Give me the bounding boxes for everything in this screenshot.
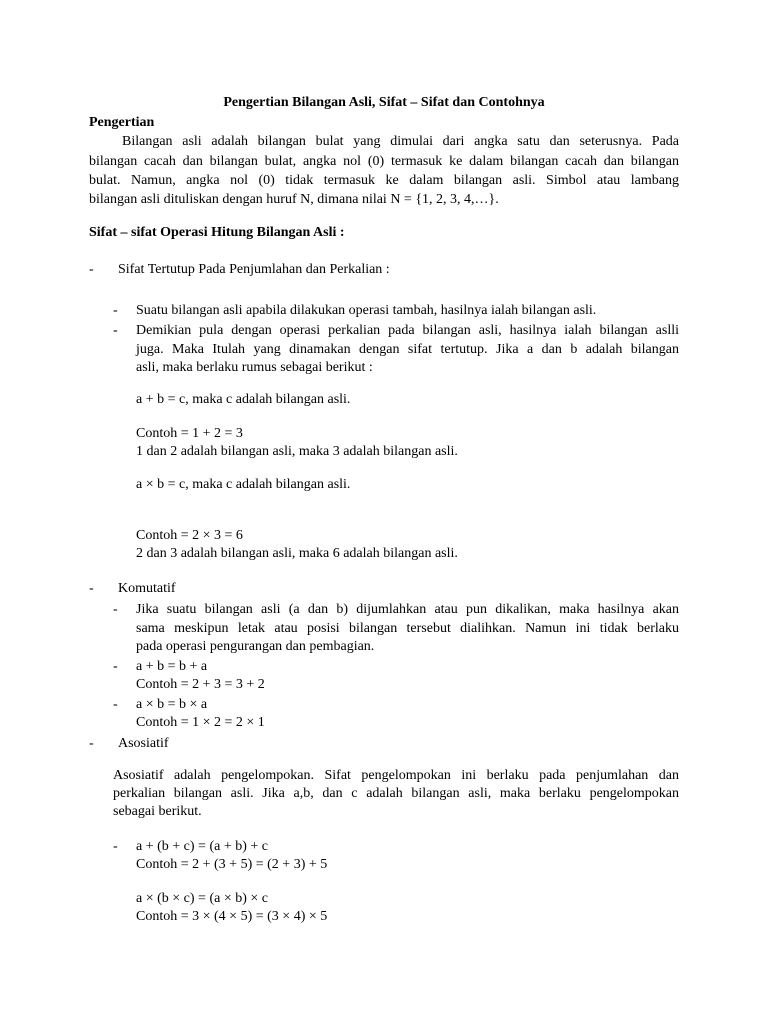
komutatif-desc-line-3: pada operasi pengurangan dan pembagian. [136,639,375,654]
example-multiplication: Contoh = 2 × 3 = 6 [136,528,243,543]
tertutup-item-2-line-2: juga. Maka Itulah yang dinamakan dengan sifat tertutup. Jika a dan b adalah bilangan [136,342,679,357]
asosiatif-desc-line-3: sebagai berikut. [113,804,202,819]
asosiatif-label: Asosiatif [118,736,169,751]
komutatif-desc-line-1: Jika suatu bilangan asli (a dan b) dijumlahkan atau pun dikalikan, maka hasilnya akan [136,602,679,617]
bullet-dash: - [89,262,94,277]
komutatif-formula-2: a × b = b × a [136,697,208,712]
tertutup-item-2-line-3: asli, maka berlaku rumus sebagai berikut : [136,360,373,375]
asosiatif-formula-2: a × (b × c) = (a × b) × c [136,891,268,906]
bullet-dash: - [113,659,118,674]
bullet-dash: - [113,697,118,712]
asosiatif-desc-line-1: Asosiatif adalah pengelompokan. Sifat pengelompokan ini berlaku pada penjumlahan dan [113,768,679,783]
heading-sifat: Sifat – sifat Operasi Hitung Bilangan Asli : [89,225,345,240]
bullet-dash: - [113,839,118,854]
intro-line-2: bilangan cacah dan bilangan bulat, angka nol (0) termasuk ke dalam bilangan cacah dan bilangan [89,154,679,169]
intro-line-4: bilangan asli dituliskan dengan huruf N, dimana nilai N = {1, 2, 3, 4,…}. [89,192,499,207]
bullet-dash: - [89,736,94,751]
komutatif-example-1: Contoh = 2 + 3 = 3 + 2 [136,677,265,692]
intro-line-1: Bilangan asli adalah bilangan bulat yang dimulai dari angka satu dan seterusnya. Pada [122,134,679,149]
intro-line-3: bulat. Namun, angka nol (0) tidak termasuk ke dalam bilangan asli. Simbol atau lambang [89,173,679,188]
example-multiplication-note: 2 dan 3 adalah bilangan asli, maka 6 adalah bilangan asli. [136,546,458,561]
bullet-dash: - [113,602,118,617]
rule-addition: a + b = c, maka c adalah bilangan asli. [136,392,351,407]
rule-multiplication: a × b = c, maka c adalah bilangan asli. [136,477,351,492]
page-title: Pengertian Bilangan Asli, Sifat – Sifat dan Contohnya [223,95,545,110]
bullet-dash: - [113,323,118,338]
komutatif-label: Komutatif [118,581,176,596]
asosiatif-example-1: Contoh = 2 + (3 + 5) = (2 + 3) + 5 [136,857,328,872]
asosiatif-desc-line-2: perkalian bilangan asli. Jika a,b, dan c adalah bilangan asli, maka berlaku pengelompokan [113,786,679,801]
tertutup-label: Sifat Tertutup Pada Penjumlahan dan Perkalian : [118,262,390,277]
bullet-dash: - [113,303,118,318]
asosiatif-formula-1: a + (b + c) = (a + b) + c [136,839,268,854]
komutatif-desc-line-2: sama meskipun letak atau posisi bilangan tersebut dialihkan. Namun ini tidak berlaku [136,621,679,636]
tertutup-item-2-line-1: Demikian pula dengan operasi perkalian pada bilangan asli, hasilnya ialah bilangan aslli [136,323,679,338]
example-addition: Contoh = 1 + 2 = 3 [136,426,243,441]
bullet-dash: - [89,581,94,596]
heading-pengertian: Pengertian [89,115,155,130]
example-addition-note: 1 dan 2 adalah bilangan asli, maka 3 adalah bilangan asli. [136,444,458,459]
komutatif-formula-1: a + b = b + a [136,659,208,674]
komutatif-example-2: Contoh = 1 × 2 = 2 × 1 [136,715,265,730]
asosiatif-example-2: Contoh = 3 × (4 × 5) = (3 × 4) × 5 [136,909,328,924]
tertutup-item-1: Suatu bilangan asli apabila dilakukan operasi tambah, hasilnya ialah bilangan asli. [136,303,597,318]
